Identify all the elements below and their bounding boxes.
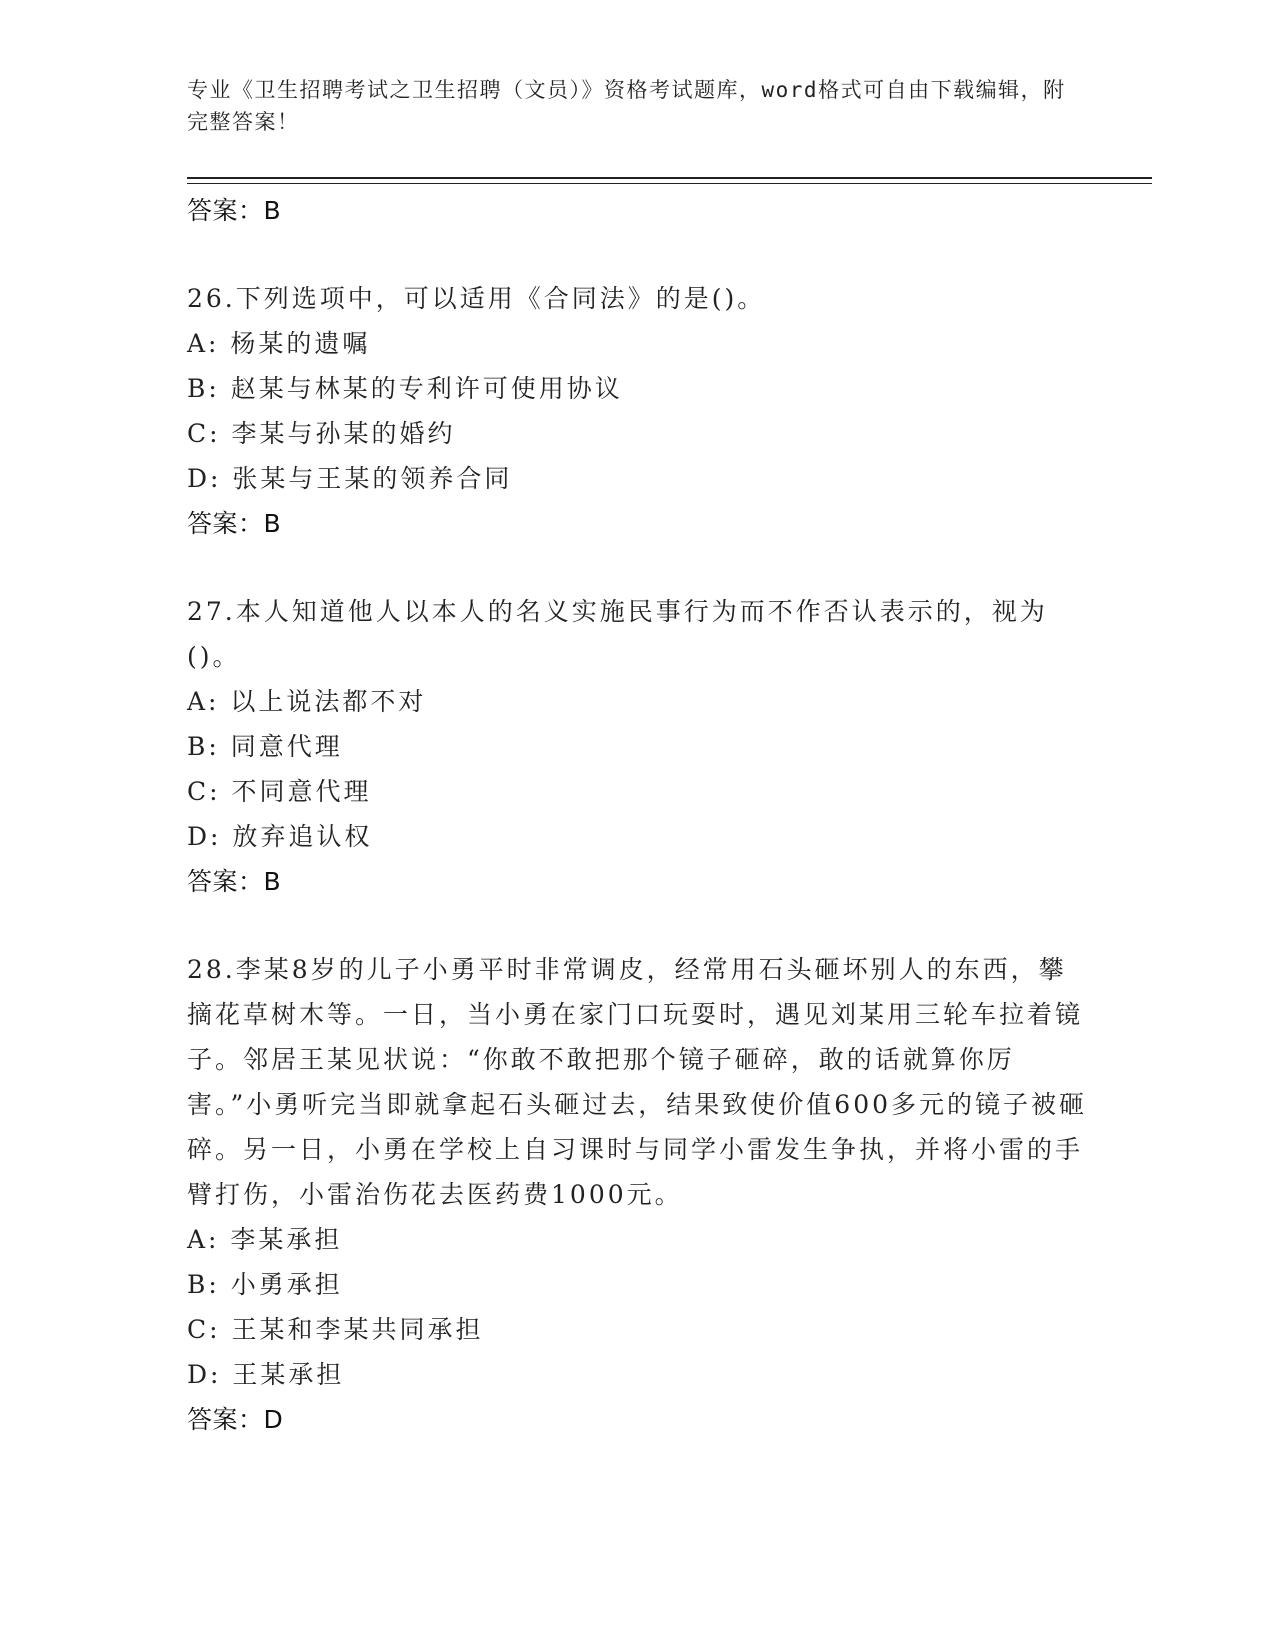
option-d: D: 放弃追认权 — [187, 822, 373, 851]
option-c: C: 李某与孙某的婚约 — [187, 419, 456, 448]
option-d: D: 张某与王某的领养合同 — [187, 464, 513, 493]
answer-line: 答案：B — [187, 867, 282, 896]
question-block — [187, 947, 1087, 1443]
question-block — [187, 276, 1087, 547]
answer-line: 答案：B — [187, 196, 282, 225]
option-b: B: 同意代理 — [187, 732, 343, 761]
header-divider-thin — [187, 183, 1152, 184]
header-divider-thick — [187, 177, 1152, 179]
option-d: D: 王某承担 — [187, 1360, 345, 1389]
option-a: A: 杨某的遗嘱 — [187, 329, 371, 358]
question-list — [187, 188, 1087, 1443]
question-block — [187, 589, 1087, 905]
option-c: C: 王某和李某共同承担 — [187, 1315, 484, 1344]
option-a: A: 以上说法都不对 — [187, 687, 427, 716]
option-c: C: 不同意代理 — [187, 777, 372, 806]
question-stem: 28.李某8岁的儿子小勇平时非常调皮，经常用石头砸坏别人的东西，攀摘花草树木等。一日，当小勇在家门口玩耍时，遇见刘某用三轮车拉着镜子。邻居王某见状说：“你敢不敢把那个镜子砸碎，敢的话就算你厉害。”小勇听完当即就拿起石头砸过去，结果致使价值600多元的镜子被砸碎。另一日，小勇在学校上自习课时与同学小雷发生争执，并将小雷的手臂打伤，小雷治伤花去医药费1000元。 — [187, 955, 1088, 1209]
option-a: A: 李某承担 — [187, 1225, 343, 1254]
option-b: B: 赵某与林某的专利许可使用协议 — [187, 374, 623, 403]
question-stem: 26.下列选项中，可以适用《合同法》的是()。 — [187, 284, 766, 313]
answer-line: 答案：B — [187, 509, 282, 538]
document-header: 专业《卫生招聘考试之卫生招聘（文员）》资格考试题库，word格式可自由下载编辑，附完整答案！ — [187, 78, 1066, 134]
answer-line: 答案：D — [187, 1405, 284, 1434]
question-stem: 27.本人知道他人以本人的名义实施民事行为而不作否认表示的，视为()。 — [187, 597, 1048, 671]
option-b: B: 小勇承担 — [187, 1270, 343, 1299]
